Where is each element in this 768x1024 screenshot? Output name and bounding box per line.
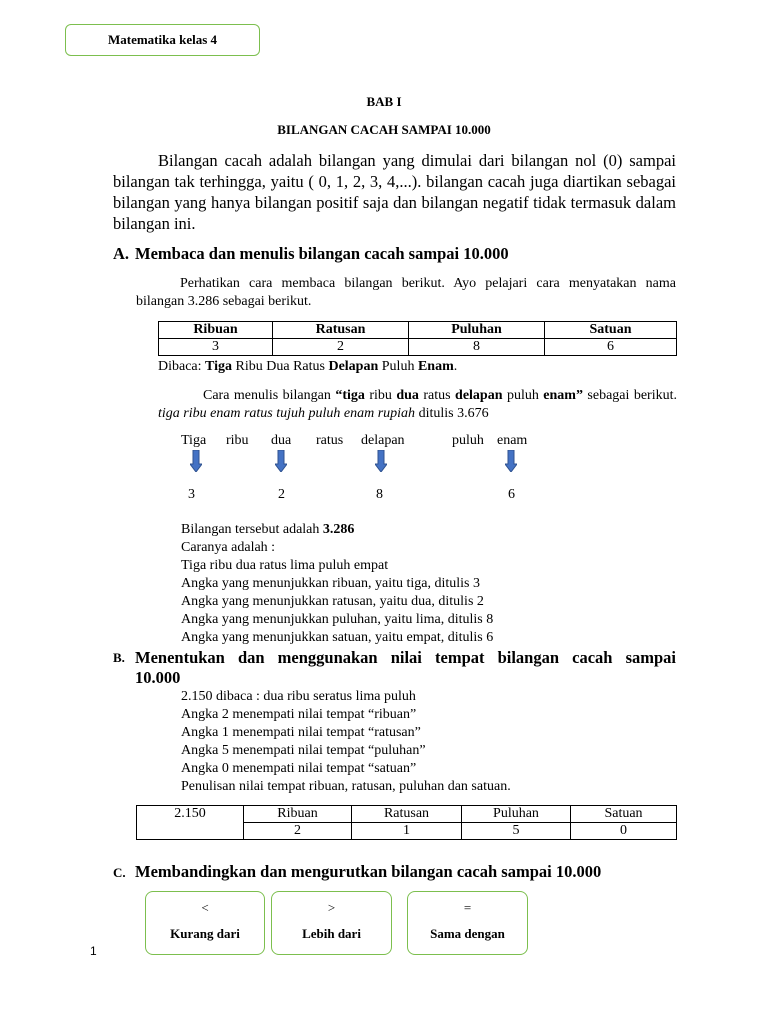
step-line: Angka yang menunjukkan satuan, yaitu empat, ditulis 6 <box>181 630 494 645</box>
place-value-table-b <box>136 805 677 840</box>
section-a-paragraph: Perhatikan cara membaca bilangan berikut. Ayo pelajari cara menyatakan nama bilangan 3.286 sebagai berikut. <box>136 276 676 309</box>
list-item: Angka 1 menempati nilai tempat “ratusan” <box>181 725 421 740</box>
read-word-tiga: Tiga <box>205 359 233 374</box>
chapter-title: BILANGAN CACAH SAMPAI 10.000 <box>277 122 491 137</box>
section-a-letter: A. <box>113 244 130 263</box>
table-cell: 1 <box>352 823 462 840</box>
subject-header-box: Matematika kelas 4 <box>65 24 260 56</box>
writing-text: ratus <box>418 388 456 403</box>
section-b-letter: B. <box>113 650 125 665</box>
writing-text: puluh <box>502 388 544 403</box>
word-tiga: Tiga <box>181 433 207 448</box>
greater-than-box <box>271 891 392 955</box>
writing-text: Cara menulis bilangan <box>203 388 336 403</box>
table-header-cell: Ribuan <box>159 322 273 339</box>
result-value: 3.286 <box>322 522 355 537</box>
list-item: Penulisan nilai tempat ribuan, ratusan, puluhan dan satuan. <box>181 779 511 794</box>
table-header-cell: Ribuan <box>244 806 352 823</box>
word-ratus: ratus <box>316 433 344 448</box>
list-item: 2.150 dibaca : dua ribu seratus lima puluh <box>181 689 416 704</box>
table-header-cell: Puluhan <box>462 806 571 823</box>
word-ribu: ribu <box>226 433 249 448</box>
digit-puluhan: 8 <box>376 487 383 502</box>
table-cell: 2 <box>244 823 352 840</box>
down-arrow-icon <box>375 450 387 472</box>
read-line <box>158 358 457 376</box>
list-item: Angka 5 menempati nilai tempat “puluhan” <box>181 743 426 758</box>
result-block <box>181 521 493 647</box>
section-c-heading <box>113 862 601 882</box>
section-b-heading <box>113 648 676 688</box>
step-line: Tiga ribu dua ratus lima puluh empat <box>181 558 389 573</box>
read-prefix: Dibaca: <box>158 359 206 374</box>
section-c-title: Membandingkan dan mengurutkan bilangan cacah sampai 10.000 <box>135 862 602 881</box>
table-cell: 5 <box>462 823 571 840</box>
section-a-title: Membaca dan menulis bilangan cacah sampai 10.000 <box>135 244 509 263</box>
table-number-cell: 2.150 <box>137 806 244 840</box>
less-than-symbol: < <box>201 900 209 915</box>
chapter-number: BAB I <box>366 94 402 109</box>
table-cell: 6 <box>545 339 677 356</box>
place-value-table-a <box>158 321 677 356</box>
list-item: Angka 2 menempati nilai tempat “ribuan” <box>181 707 417 722</box>
read-word-delapan: Delapan <box>328 359 379 374</box>
word-enam: enam <box>497 433 528 448</box>
greater-than-symbol: > <box>327 900 336 915</box>
step-line: Angka yang menunjukkan ribuan, yaitu tiga, ditulis 3 <box>181 576 481 591</box>
table-cell: 0 <box>571 823 677 840</box>
equal-box <box>407 891 528 955</box>
writing-paragraph <box>158 387 677 423</box>
section-b-title-line2: 10.000 <box>135 668 181 687</box>
table-cell: 2 <box>273 339 409 356</box>
table-header-cell: Satuan <box>545 322 677 339</box>
table-header-cell: Ratusan <box>273 322 409 339</box>
table-row <box>159 339 677 356</box>
less-than-label: Kurang dari <box>170 926 240 941</box>
table-header-cell: Satuan <box>571 806 677 823</box>
writing-text: ribu <box>364 388 397 403</box>
digit-ribuan: 3 <box>188 487 195 502</box>
word-dua: dua <box>271 433 292 448</box>
digit-satuan: 6 <box>508 487 515 502</box>
result-prefix: Bilangan tersebut adalah <box>181 522 323 537</box>
writing-text: sebagai berikut. <box>582 388 678 403</box>
section-b-lines <box>181 688 511 796</box>
section-c-letter: C. <box>113 865 126 880</box>
writing-bold: delapan <box>455 388 503 403</box>
result-line <box>181 521 493 539</box>
equal-symbol: = <box>463 900 472 915</box>
table-cell: 3 <box>159 339 273 356</box>
step-line: Angka yang menunjukkan ratusan, yaitu dua, ditulis 2 <box>181 594 484 609</box>
table-header-cell: Puluhan <box>409 322 545 339</box>
down-arrow-icon <box>505 450 517 472</box>
section-a-heading <box>113 244 509 264</box>
writing-text: ditulis 3.676 <box>415 406 489 421</box>
table-header-cell: Ratusan <box>352 806 462 823</box>
read-text: . <box>453 359 458 374</box>
list-item: Angka 0 menempati nilai tempat “satuan” <box>181 761 417 776</box>
down-arrow-icon <box>275 450 287 472</box>
writing-bold: enam” <box>543 388 583 403</box>
writing-bold: dua <box>396 388 419 403</box>
intro-text: Bilangan cacah adalah bilangan yang dimulai dari bilangan nol (0) sampai bilangan tak terhingga, yaitu ( 0, 1, 2, 3, 4,...). bilangan cacah juga diartikan sebagai bilangan yang hanya bilangan positif saja dan bilangan negatif tidak termasuk dalam bilangan ini. <box>113 151 676 233</box>
read-text: Puluh <box>378 359 418 374</box>
writing-italic: tiga ribu enam ratus tujuh puluh enam rupiah <box>158 406 416 421</box>
equal-label: Sama dengan <box>430 926 505 941</box>
intro-paragraph <box>113 150 676 234</box>
table-header-row <box>137 806 677 823</box>
step-line: Caranya adalah : <box>181 540 276 555</box>
less-than-box <box>145 891 265 955</box>
word-delapan: delapan <box>361 433 405 448</box>
word-puluh: puluh <box>452 433 484 448</box>
digit-ratusan: 2 <box>278 487 285 502</box>
writing-bold: “tiga <box>335 388 365 403</box>
read-text: Ribu Dua Ratus <box>232 359 329 374</box>
section-b-title-line1: Menentukan dan menggunakan nilai tempat bilangan cacah sampai <box>135 648 676 667</box>
read-word-enam: Enam <box>417 359 454 374</box>
page-number: 1 <box>90 944 97 958</box>
greater-than-label: Lebih dari <box>302 926 361 941</box>
table-cell: 8 <box>409 339 545 356</box>
table-header-row <box>159 322 677 339</box>
down-arrow-icon <box>190 450 202 472</box>
step-line: Angka yang menunjukkan puluhan, yaitu lima, ditulis 8 <box>181 612 494 627</box>
